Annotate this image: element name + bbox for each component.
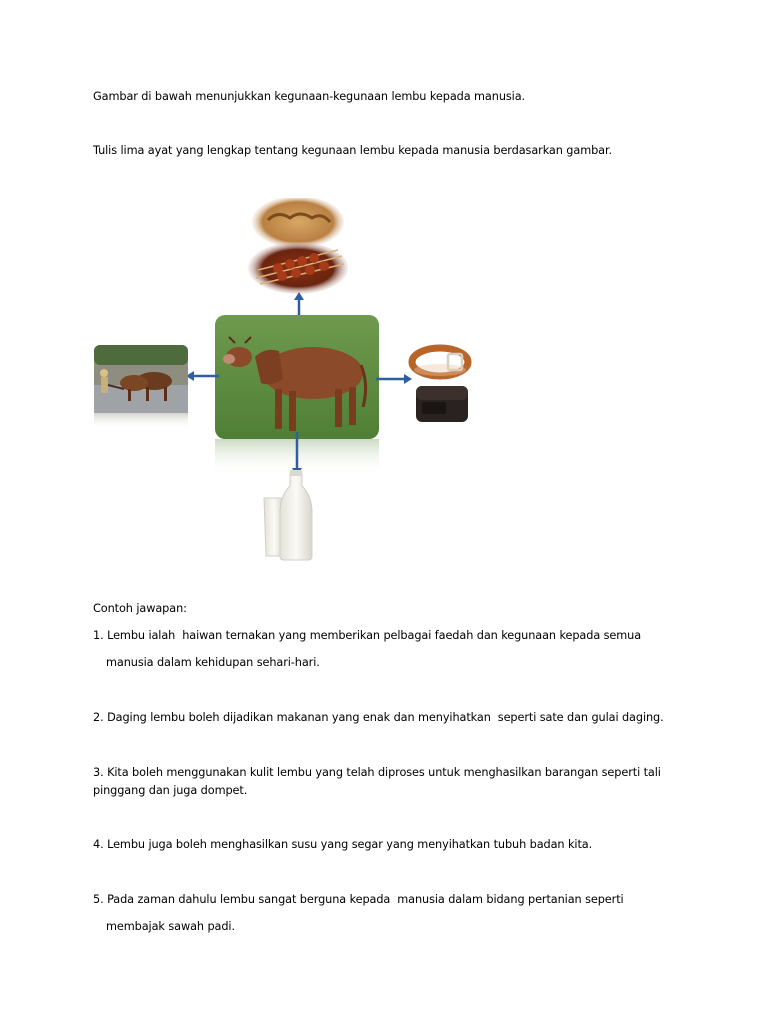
answer-5-line-2: membajak sawah padi. [106, 920, 235, 933]
answer-3-line-1: 3. Kita boleh menggunakan kulit lembu yang telah diproses untuk menghasilkan barangan seperti tali [93, 766, 661, 779]
arrow-left-to-ploughing [186, 369, 220, 383]
arrow-right-to-leather [376, 372, 412, 386]
answer-4-line-1: 4. Lembu juga boleh menghasilkan susu yang segar yang menyihatkan tubuh badan kita. [93, 838, 593, 851]
answer-1-line-1: 1. Lembu ialah haiwan ternakan yang memberikan pelbagai faedah dan kegunaan kepada semua [93, 629, 642, 642]
answer-5-line-1: 5. Pada zaman dahulu lembu sangat berguna kepada manusia dalam bidang pertanian seperti [93, 893, 624, 906]
answer-3-line-2: pinggang dan juga dompet. [93, 784, 248, 797]
answer-1-line-2: manusia dalam kehidupan sehari-hari. [106, 656, 320, 669]
instruction-1: Gambar di bawah menunjukkan kegunaan-kegunaan lembu kepada manusia. [93, 90, 526, 103]
instruction-2: Tulis lima ayat yang lengkap tentang kegunaan lembu kepada manusia berdasarkan gambar. [93, 144, 612, 157]
milk-bottle-and-glass-photo [260, 470, 320, 564]
answer-2-line-1: 2. Daging lembu boleh dijadikan makanan yang enak dan menyihatkan seperti sate dan gulai daging. [93, 711, 664, 724]
satay-and-curry-photo [246, 198, 350, 294]
answers-heading: Contoh jawapan: [93, 602, 187, 615]
leather-belt-and-wallet-photo [408, 340, 474, 430]
ploughing-paddy-photo [94, 345, 188, 429]
